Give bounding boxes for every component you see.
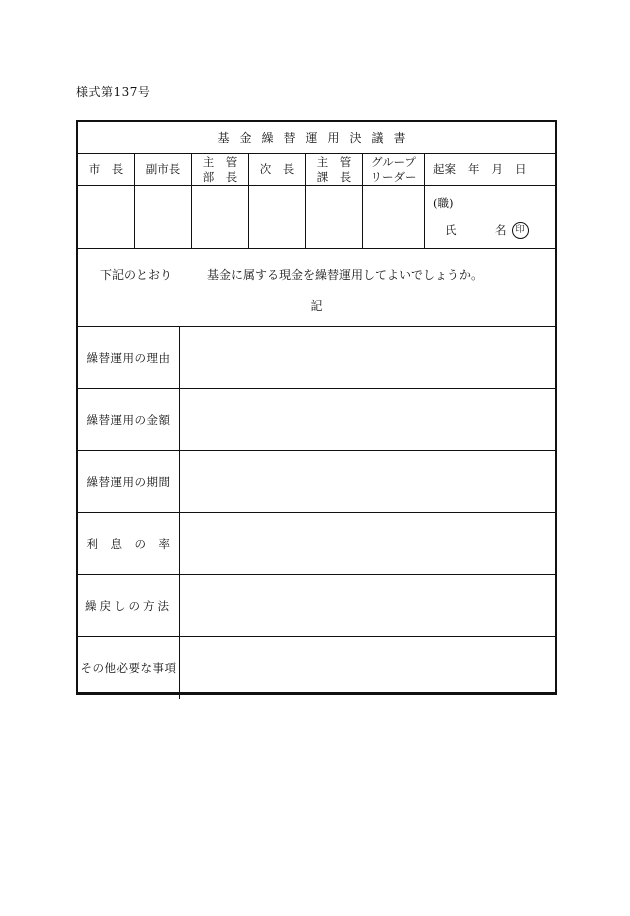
interest-rate-value[interactable] — [179, 513, 555, 574]
request-text — [100, 266, 483, 283]
deputy-mayor-signature-box — [135, 186, 192, 248]
name-seal-group — [495, 222, 529, 239]
draft-date-header — [425, 154, 559, 185]
document-title: 基金繰替運用決議書 — [78, 122, 555, 154]
other-required-items-label: その他必要な事項 — [78, 637, 180, 699]
approval-signature-row — [78, 186, 555, 249]
reason-label: 繰替運用の理由 — [78, 327, 180, 388]
reason-value[interactable] — [179, 327, 555, 388]
group-leader-signature-box — [363, 186, 425, 248]
amount-value[interactable] — [179, 389, 555, 450]
other-required-items-row — [78, 637, 555, 699]
name-suffix: 名 — [495, 223, 507, 237]
draft-day: 日 — [515, 162, 527, 176]
drafter-info — [425, 186, 559, 248]
position-label: (職) — [433, 196, 454, 210]
form-number: 様式第137号 — [76, 85, 151, 99]
managing-department-head-header: 主 管 部 長 — [192, 154, 249, 185]
resolution-form — [76, 120, 557, 695]
interest-rate-label: 利 息 の 率 — [78, 513, 180, 574]
repayment-method-label: 繰戻しの方法 — [78, 575, 180, 636]
request-lead: 下記のとおり — [100, 268, 173, 282]
interest-rate-row — [78, 513, 555, 575]
managing-section-head-header: 主 管 課 長 — [306, 154, 363, 185]
repayment-method-value[interactable] — [179, 575, 555, 636]
amount-row — [78, 389, 555, 451]
approval-header-row — [78, 154, 555, 186]
note-mark: 記 — [310, 299, 323, 313]
repayment-method-row — [78, 575, 555, 637]
request-message: 基金に属する現金を繰替運用してよいでしょうか。 — [207, 268, 484, 282]
group-leader-header: グループ リーダー — [363, 154, 425, 185]
section-head-signature-box — [306, 186, 363, 248]
period-label: 繰替運用の期間 — [78, 451, 180, 512]
department-head-signature-box — [192, 186, 249, 248]
deputy-director-header: 次 長 — [249, 154, 306, 185]
draft-label: 起案 — [433, 162, 456, 176]
draft-month: 月 — [491, 162, 503, 176]
request-section — [78, 249, 555, 327]
name-label: 氏 — [445, 223, 457, 237]
reason-row — [78, 327, 555, 389]
period-value[interactable] — [179, 451, 555, 512]
mayor-signature-box — [78, 186, 135, 248]
amount-label: 繰替運用の金額 — [78, 389, 180, 450]
other-required-items-value[interactable] — [179, 637, 555, 699]
deputy-director-signature-box — [249, 186, 306, 248]
seal-icon: 印 — [512, 222, 529, 239]
deputy-mayor-header: 副市長 — [135, 154, 192, 185]
period-row — [78, 451, 555, 513]
draft-year: 年 — [468, 162, 480, 176]
mayor-header: 市 長 — [78, 154, 135, 185]
